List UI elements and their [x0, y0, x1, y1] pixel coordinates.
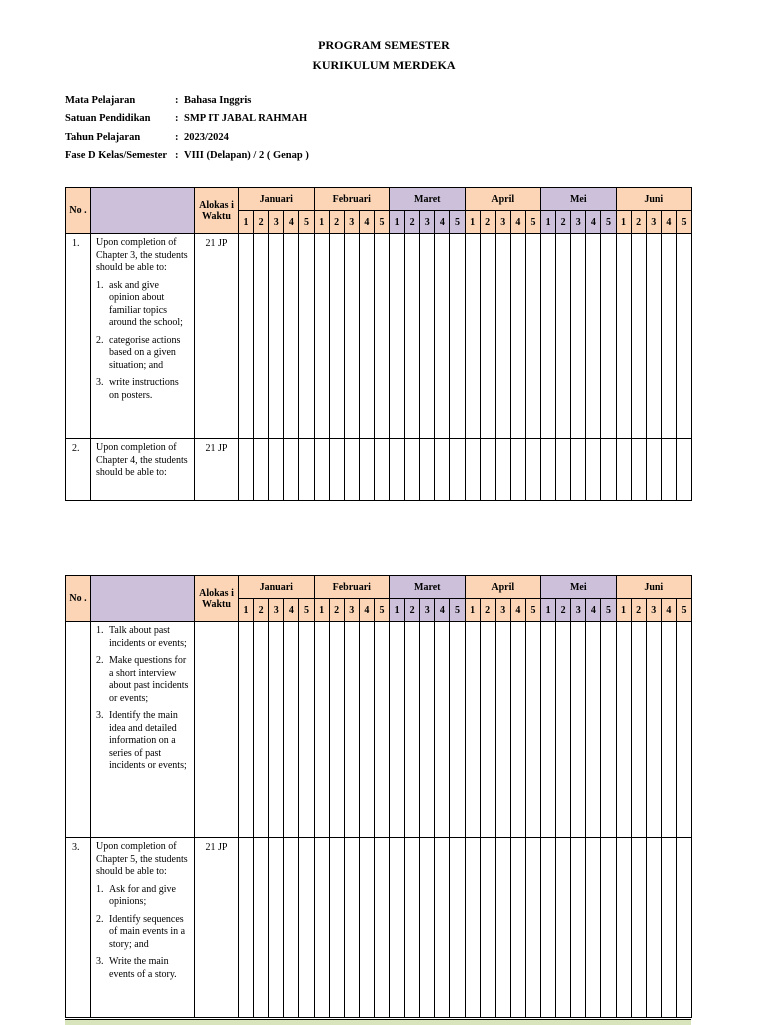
- info-block: [65, 95, 309, 168]
- objective-item: [96, 914, 190, 952]
- week-cell: [420, 234, 435, 439]
- objective-item-text: Make questions for a short interview about past incidents or events;: [109, 655, 189, 704]
- week-cell: [390, 439, 405, 501]
- month-header: April: [465, 576, 541, 599]
- info-label: Fase D Kelas/Semester: [65, 149, 168, 161]
- week-cell: [661, 234, 676, 439]
- week-cell: [239, 838, 254, 1018]
- week-cell: [284, 234, 299, 439]
- week-cell: [465, 622, 480, 838]
- week-header: 2: [631, 599, 646, 622]
- week-header: 5: [450, 211, 465, 234]
- week-header: 1: [616, 599, 631, 622]
- week-cell: [661, 838, 676, 1018]
- week-cell: [314, 234, 329, 439]
- week-cell: [269, 234, 284, 439]
- week-cell: [299, 838, 314, 1018]
- week-header: 5: [299, 599, 314, 622]
- week-cell: [556, 622, 571, 838]
- week-cell: [239, 439, 254, 501]
- row-number: 1.: [66, 234, 91, 439]
- week-cell: [661, 622, 676, 838]
- week-cell: [239, 622, 254, 838]
- week-cell: [631, 838, 646, 1018]
- week-cell: [646, 838, 661, 1018]
- week-cell: [510, 838, 525, 1018]
- info-value: 2023/2024: [184, 131, 229, 143]
- week-header: 5: [374, 211, 389, 234]
- info-label: Satuan Pendidikan: [65, 113, 151, 125]
- week-cell: [359, 439, 374, 501]
- week-cell: [586, 439, 601, 501]
- objective-item-number: 1.: [96, 625, 104, 636]
- objective-item-text: write instructions on posters.: [109, 377, 179, 401]
- objective-item-text: Write the main events of a story.: [109, 956, 177, 980]
- month-header: Januari: [239, 576, 315, 599]
- learning-objective: [91, 234, 195, 439]
- info-colon: :: [175, 131, 179, 143]
- week-cell: [374, 622, 389, 838]
- week-cell: [541, 439, 556, 501]
- week-cell: [661, 439, 676, 501]
- alokasi-value: [195, 622, 239, 838]
- week-cell: [480, 234, 495, 439]
- week-cell: [435, 234, 450, 439]
- column-header-no: No .: [66, 188, 91, 234]
- week-cell: [556, 838, 571, 1018]
- column-header-alokasi: Alokas i Waktu: [195, 576, 239, 622]
- week-cell: [329, 439, 344, 501]
- week-header: 3: [344, 599, 359, 622]
- week-cell: [571, 234, 586, 439]
- info-row: [65, 132, 309, 150]
- week-header: 3: [269, 599, 284, 622]
- week-cell: [284, 439, 299, 501]
- week-header: 3: [571, 599, 586, 622]
- week-cell: [616, 439, 631, 501]
- week-cell: [284, 838, 299, 1018]
- info-row: [65, 95, 309, 113]
- week-cell: [254, 838, 269, 1018]
- week-cell: [299, 439, 314, 501]
- week-header: 3: [420, 599, 435, 622]
- week-cell: [405, 622, 420, 838]
- month-header: Februari: [314, 188, 390, 211]
- table-row: [66, 838, 692, 1018]
- week-header: 4: [661, 211, 676, 234]
- info-colon: :: [175, 95, 179, 106]
- info-label: Mata Pelajaran: [65, 95, 136, 106]
- week-cell: [646, 234, 661, 439]
- info-value: Bahasa Inggris: [184, 95, 252, 106]
- week-header: 5: [450, 599, 465, 622]
- week-cell: [344, 439, 359, 501]
- week-header: 4: [359, 211, 374, 234]
- objective-item-number: 1.: [96, 883, 104, 895]
- week-header: 4: [661, 599, 676, 622]
- info-row: [65, 113, 309, 131]
- week-cell: [601, 439, 616, 501]
- week-cell: [495, 439, 510, 501]
- week-cell: [344, 838, 359, 1018]
- objective-item: [96, 280, 190, 330]
- week-header: 2: [631, 211, 646, 234]
- week-cell: [525, 622, 540, 838]
- schedule-table-2: [65, 575, 692, 1018]
- week-header: 2: [329, 211, 344, 234]
- week-header: 2: [254, 211, 269, 234]
- week-cell: [329, 622, 344, 838]
- week-header: 1: [465, 599, 480, 622]
- objective-intro: Upon completion of Chapter 4, the students should be able to:: [96, 442, 188, 478]
- week-cell: [586, 622, 601, 838]
- column-header-objective: [91, 576, 195, 622]
- week-cell: [359, 838, 374, 1018]
- week-cell: [450, 439, 465, 501]
- week-header: 4: [435, 211, 450, 234]
- week-header: 2: [329, 599, 344, 622]
- week-header: 1: [616, 211, 631, 234]
- week-header: 2: [405, 599, 420, 622]
- week-header: 5: [601, 599, 616, 622]
- week-cell: [601, 234, 616, 439]
- week-cell: [269, 439, 284, 501]
- week-cell: [676, 234, 691, 439]
- week-cell: [586, 838, 601, 1018]
- month-header: Juni: [616, 576, 692, 599]
- week-cell: [450, 838, 465, 1018]
- week-cell: [405, 234, 420, 439]
- month-header: Juni: [616, 188, 692, 211]
- week-cell: [374, 838, 389, 1018]
- week-header: 2: [556, 211, 571, 234]
- week-header: 5: [299, 211, 314, 234]
- week-header: 4: [284, 211, 299, 234]
- week-header: 2: [556, 599, 571, 622]
- week-cell: [525, 838, 540, 1018]
- week-cell: [495, 622, 510, 838]
- week-cell: [420, 439, 435, 501]
- week-cell: [254, 234, 269, 439]
- objective-item-number: 2.: [96, 913, 104, 925]
- objective-item-number: 2.: [96, 655, 104, 666]
- month-header: Mei: [541, 188, 616, 211]
- week-cell: [586, 234, 601, 439]
- week-cell: [344, 234, 359, 439]
- week-cell: [299, 234, 314, 439]
- objective-item-number: 2.: [96, 334, 104, 346]
- week-header: 1: [390, 599, 405, 622]
- week-header: 4: [359, 599, 374, 622]
- table-row: [66, 234, 692, 439]
- month-header: Maret: [390, 188, 466, 211]
- week-cell: [465, 439, 480, 501]
- week-cell: [374, 234, 389, 439]
- week-header: 4: [586, 211, 601, 234]
- week-cell: [254, 622, 269, 838]
- week-cell: [510, 234, 525, 439]
- column-header-alokasi: Alokas i Waktu: [195, 188, 239, 234]
- week-cell: [269, 622, 284, 838]
- info-colon: :: [175, 113, 179, 125]
- objective-item-text: categorise actions based on a given situation; and: [109, 334, 181, 371]
- row-number: 2.: [66, 439, 91, 501]
- week-cell: [525, 439, 540, 501]
- week-cell: [541, 838, 556, 1018]
- week-cell: [435, 439, 450, 501]
- week-cell: [405, 439, 420, 501]
- week-header: 5: [601, 211, 616, 234]
- week-header: 5: [525, 211, 540, 234]
- week-cell: [344, 622, 359, 838]
- week-header: 4: [510, 599, 525, 622]
- info-value: SMP IT JABAL RAHMAH: [184, 113, 308, 125]
- week-cell: [314, 439, 329, 501]
- week-cell: [465, 234, 480, 439]
- objective-item-text: Identify the main idea and detailed information on a series of past incidents or events;: [109, 710, 187, 771]
- week-cell: [450, 234, 465, 439]
- week-cell: [480, 838, 495, 1018]
- week-cell: [269, 838, 284, 1018]
- info-colon: :: [175, 149, 179, 161]
- week-header: 2: [480, 599, 495, 622]
- document-title: PROGRAM SEMESTER: [318, 38, 450, 52]
- week-cell: [405, 838, 420, 1018]
- week-cell: [359, 622, 374, 838]
- week-cell: [314, 838, 329, 1018]
- week-header: 3: [420, 211, 435, 234]
- week-header: 3: [495, 599, 510, 622]
- table-row: [66, 622, 692, 838]
- objective-item-number: 3.: [96, 956, 104, 967]
- week-cell: [465, 838, 480, 1018]
- month-header: Februari: [314, 576, 390, 599]
- week-cell: [541, 234, 556, 439]
- month-header: Mei: [541, 576, 616, 599]
- learning-objective: [91, 439, 195, 501]
- objective-intro: Upon completion of Chapter 5, the students should be able to:: [96, 841, 188, 877]
- week-cell: [390, 622, 405, 838]
- week-cell: [631, 234, 646, 439]
- week-cell: [359, 234, 374, 439]
- table-row: [66, 439, 692, 501]
- week-cell: [450, 622, 465, 838]
- week-cell: [631, 622, 646, 838]
- week-header: 3: [571, 211, 586, 234]
- alokasi-value: 21 JP: [195, 439, 239, 501]
- week-header: 2: [480, 211, 495, 234]
- objective-item: [96, 655, 190, 705]
- week-header: 3: [344, 211, 359, 234]
- objective-item-text: Ask for and give opinions;: [109, 883, 176, 907]
- week-header: 5: [676, 599, 691, 622]
- week-cell: [329, 234, 344, 439]
- objective-item: [96, 956, 190, 981]
- week-cell: [435, 622, 450, 838]
- week-cell: [616, 838, 631, 1018]
- week-cell: [390, 234, 405, 439]
- week-cell: [676, 622, 691, 838]
- week-cell: [420, 622, 435, 838]
- week-cell: [510, 622, 525, 838]
- info-label: Tahun Pelajaran: [65, 131, 141, 143]
- month-header: Januari: [239, 188, 315, 211]
- alokasi-value: 21 JP: [195, 838, 239, 1018]
- week-cell: [646, 439, 661, 501]
- week-cell: [571, 439, 586, 501]
- objective-item-text: ask and give opinion about familiar topics around the school;: [109, 279, 183, 328]
- week-cell: [239, 234, 254, 439]
- week-header: 1: [239, 599, 254, 622]
- week-header: 4: [284, 599, 299, 622]
- week-cell: [284, 622, 299, 838]
- week-header: 1: [314, 599, 329, 622]
- week-header: 1: [541, 599, 556, 622]
- week-cell: [495, 234, 510, 439]
- week-header: 2: [254, 599, 269, 622]
- info-row: [65, 150, 309, 168]
- column-header-objective: [91, 188, 195, 234]
- week-cell: [541, 622, 556, 838]
- objective-item-number: 1.: [96, 279, 104, 291]
- alokasi-value: 21 JP: [195, 234, 239, 439]
- week-cell: [435, 838, 450, 1018]
- week-cell: [480, 622, 495, 838]
- week-cell: [510, 439, 525, 501]
- schedule-table-1: [65, 187, 692, 501]
- week-cell: [254, 439, 269, 501]
- week-header: 5: [525, 599, 540, 622]
- info-value: VIII (Delapan) / 2 ( Genap ): [184, 149, 309, 161]
- document-subtitle: KURIKULUM MERDEKA: [312, 58, 456, 72]
- week-header: 2: [405, 211, 420, 234]
- objective-item: [96, 710, 190, 773]
- week-cell: [374, 439, 389, 501]
- column-header-no: No .: [66, 576, 91, 622]
- week-header: 4: [435, 599, 450, 622]
- objective-item-number: 3.: [96, 710, 104, 721]
- week-cell: [616, 622, 631, 838]
- week-cell: [676, 439, 691, 501]
- week-cell: [390, 838, 405, 1018]
- week-cell: [646, 622, 661, 838]
- week-header: 5: [374, 599, 389, 622]
- week-header: 3: [646, 599, 661, 622]
- week-header: 1: [465, 211, 480, 234]
- objective-item: [96, 377, 190, 402]
- week-cell: [556, 439, 571, 501]
- month-header: Maret: [390, 576, 466, 599]
- week-header: 3: [495, 211, 510, 234]
- week-cell: [571, 838, 586, 1018]
- learning-objective: [91, 838, 195, 1018]
- learning-objective: [91, 622, 195, 838]
- week-header: 1: [314, 211, 329, 234]
- week-cell: [631, 439, 646, 501]
- week-header: 1: [541, 211, 556, 234]
- objective-item: [96, 884, 190, 909]
- week-header: 3: [646, 211, 661, 234]
- week-header: 4: [510, 211, 525, 234]
- row-number: [66, 622, 91, 838]
- week-cell: [556, 234, 571, 439]
- week-cell: [676, 838, 691, 1018]
- objective-item: [96, 335, 190, 373]
- week-header: 5: [676, 211, 691, 234]
- week-header: 1: [390, 211, 405, 234]
- objective-intro: Upon completion of Chapter 3, the students should be able to:: [96, 237, 188, 273]
- week-cell: [299, 622, 314, 838]
- objective-item: [96, 625, 190, 650]
- week-cell: [571, 622, 586, 838]
- month-header: April: [465, 188, 541, 211]
- week-cell: [616, 234, 631, 439]
- objective-item-number: 3.: [96, 377, 104, 388]
- week-cell: [314, 622, 329, 838]
- week-header: 3: [269, 211, 284, 234]
- week-cell: [601, 838, 616, 1018]
- week-cell: [480, 439, 495, 501]
- week-header: 1: [239, 211, 254, 234]
- objective-item-text: Talk about past incidents or events;: [109, 625, 187, 649]
- next-row-strip: [65, 1019, 691, 1025]
- week-cell: [329, 838, 344, 1018]
- row-number: 3.: [66, 838, 91, 1018]
- week-cell: [420, 838, 435, 1018]
- week-cell: [525, 234, 540, 439]
- week-cell: [495, 838, 510, 1018]
- objective-item-text: Identify sequences of main events in a story; and: [109, 913, 186, 950]
- week-header: 4: [586, 599, 601, 622]
- week-cell: [601, 622, 616, 838]
